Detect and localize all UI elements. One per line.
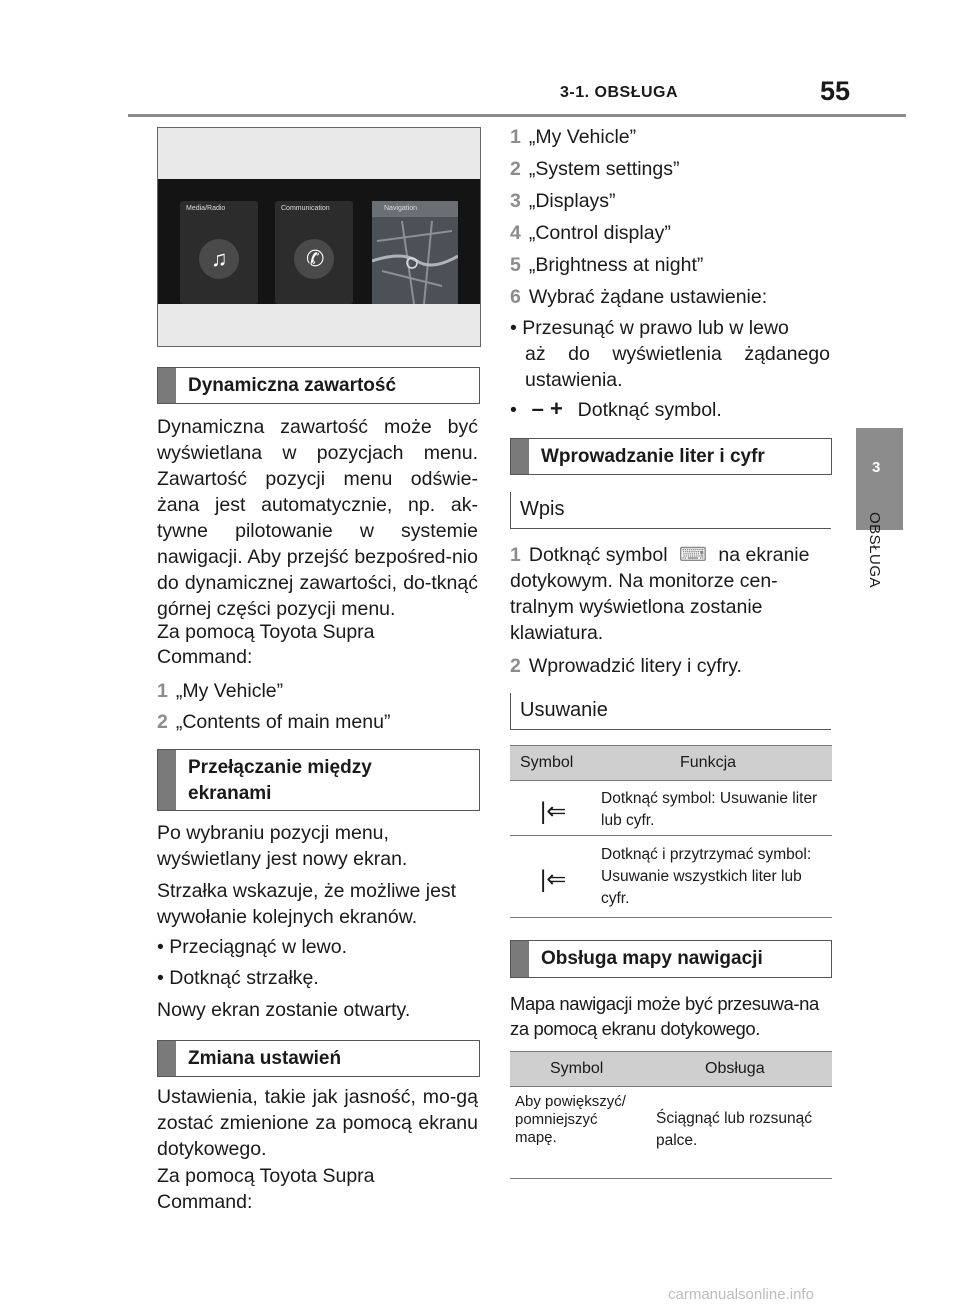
delete-table-header: Symbol Funkcja: [510, 745, 832, 781]
delete-row-1-text: Dotknąć symbol: Usuwanie liter lub cyfr.: [601, 790, 818, 829]
right-step-1: 1 „My Vehicle”: [510, 126, 637, 148]
switching-text-1: Po wybraniu pozycji menu, wyświetlany jest nowy ekran.: [157, 822, 408, 870]
input-subheading: Wpis: [510, 492, 831, 529]
media-card: [180, 201, 258, 304]
right-step-3: 3 „Displays”: [510, 190, 616, 212]
backspace-icon: |⇐: [540, 798, 567, 825]
letters-step-1: 1 Dotknąć symbol ⌨ na ekranie dotykowym. Na monitorze cen-tralnym wyświetlona zostanie klawiatura.: [510, 544, 810, 644]
screen-illustration: [157, 127, 481, 347]
screen-display: [158, 179, 480, 304]
page-number: 55: [820, 76, 851, 106]
settings-text: Ustawienia, takie jak jasność, mo-gą zostać zmienione za pomocą ekranu dotykowego.: [157, 1086, 478, 1160]
right-step-6: 6 Wybrać żądane ustawienie:: [510, 286, 768, 308]
watermark: carmanualsonline.info: [668, 1286, 814, 1303]
dynamic-step-2: 2 „Contents of main menu”: [157, 711, 391, 733]
backspace-icon: |⇐: [540, 866, 567, 893]
map-table-header: Symbol Obsługa: [510, 1051, 832, 1087]
communication-card: [275, 201, 353, 304]
map-text: Mapa nawigacji może być przesuwa-na za pomocą ekranu dotykowego.: [510, 993, 819, 1039]
settings-command: Za pomocą Toyota Supra Command:: [157, 1165, 375, 1213]
settings-title: Zmiana ustawień: [188, 1048, 342, 1069]
media-card-label: Media/Radio: [186, 205, 226, 212]
phone-icon: ✆: [306, 246, 325, 271]
switching-title-line2: ekranami: [188, 783, 272, 804]
section-dynamic-content: [157, 367, 480, 404]
switching-text-3: Nowy ekran zostanie otwarty.: [157, 999, 411, 1021]
right-step-5: 5 „Brightness at night”: [510, 254, 704, 276]
music-note-icon: ♫: [211, 246, 228, 271]
keyboard-icon: ⌨: [678, 544, 708, 566]
navigation-card-label: Navigation: [384, 205, 418, 212]
section-title: 3-1. OBSŁUGA: [560, 84, 679, 101]
table-row-divider: [510, 835, 832, 836]
chapter-label: OBSŁUGA: [866, 512, 883, 589]
navigation-card: [372, 201, 458, 304]
right-bullet-1-continued: aż do wyświetlenia żądanego ustawienia.: [525, 343, 830, 391]
dynamic-command: Za pomocą Toyota Supra Command:: [157, 621, 375, 668]
section-map-operation: [510, 940, 832, 978]
right-step-4: 4 „Control display”: [510, 222, 671, 244]
map-row-symbol: Aby powiększyć/ pomniejszyć mapę.: [515, 1093, 626, 1146]
section-letters-digits: [510, 438, 832, 475]
delete-row-2-text: Dotknąć i przytrzymać symbol: Usuwanie wszystkich liter lub cyfr.: [601, 846, 812, 907]
right-bullet-1: • Przesunąć w prawo lub w lewo: [510, 317, 789, 339]
switching-bullet-2: • Dotknąć strzałkę.: [157, 967, 319, 989]
dynamic-title: Dynamiczna zawartość: [188, 375, 397, 396]
right-step-2: 2 „System settings”: [510, 158, 680, 180]
delete-subheading: Usuwanie: [510, 693, 831, 730]
switching-bullet-1: • Przeciągnąć w lewo.: [157, 936, 347, 958]
table-row-divider: [510, 1178, 832, 1179]
minus-plus-icon: – +: [531, 396, 563, 421]
header-divider: [128, 114, 906, 117]
section-switching-screens: [157, 749, 480, 811]
map-icon: [372, 201, 458, 304]
chapter-number: 3: [872, 459, 881, 476]
dynamic-text: Dynamiczna zawartość może być wyświetlana w pozycjach menu. Zawartość pozycji menu odświe-żana jest automatycznie, np. ak-tywne pilotowanie w systemie nawigacji. Aby przejść bezpośred-nio do dynamicznej zawartości, do-tknąć górnej części pozycji menu.: [157, 416, 478, 620]
right-bullet-2: • – + Dotknąć symbol.: [510, 396, 722, 421]
dynamic-step-1: 1 „My Vehicle”: [157, 680, 284, 702]
switching-text-2: Strzałka wskazuje, że możliwe jest wywołanie kolejnych ekranów.: [157, 880, 457, 928]
letters-step-2: 2 Wprowadzić litery i cyfry.: [510, 655, 742, 677]
switching-title-line1: Przełączanie między: [188, 757, 372, 778]
map-title: Obsługa mapy nawigacji: [541, 948, 763, 969]
table-row-divider: [510, 917, 832, 918]
letters-title: Wprowadzanie liter i cyfr: [541, 446, 765, 467]
communication-card-label: Communication: [281, 205, 330, 212]
section-settings: [157, 1040, 480, 1077]
map-row-text: Ściągnąć lub rozsunąć palce.: [656, 1110, 812, 1149]
